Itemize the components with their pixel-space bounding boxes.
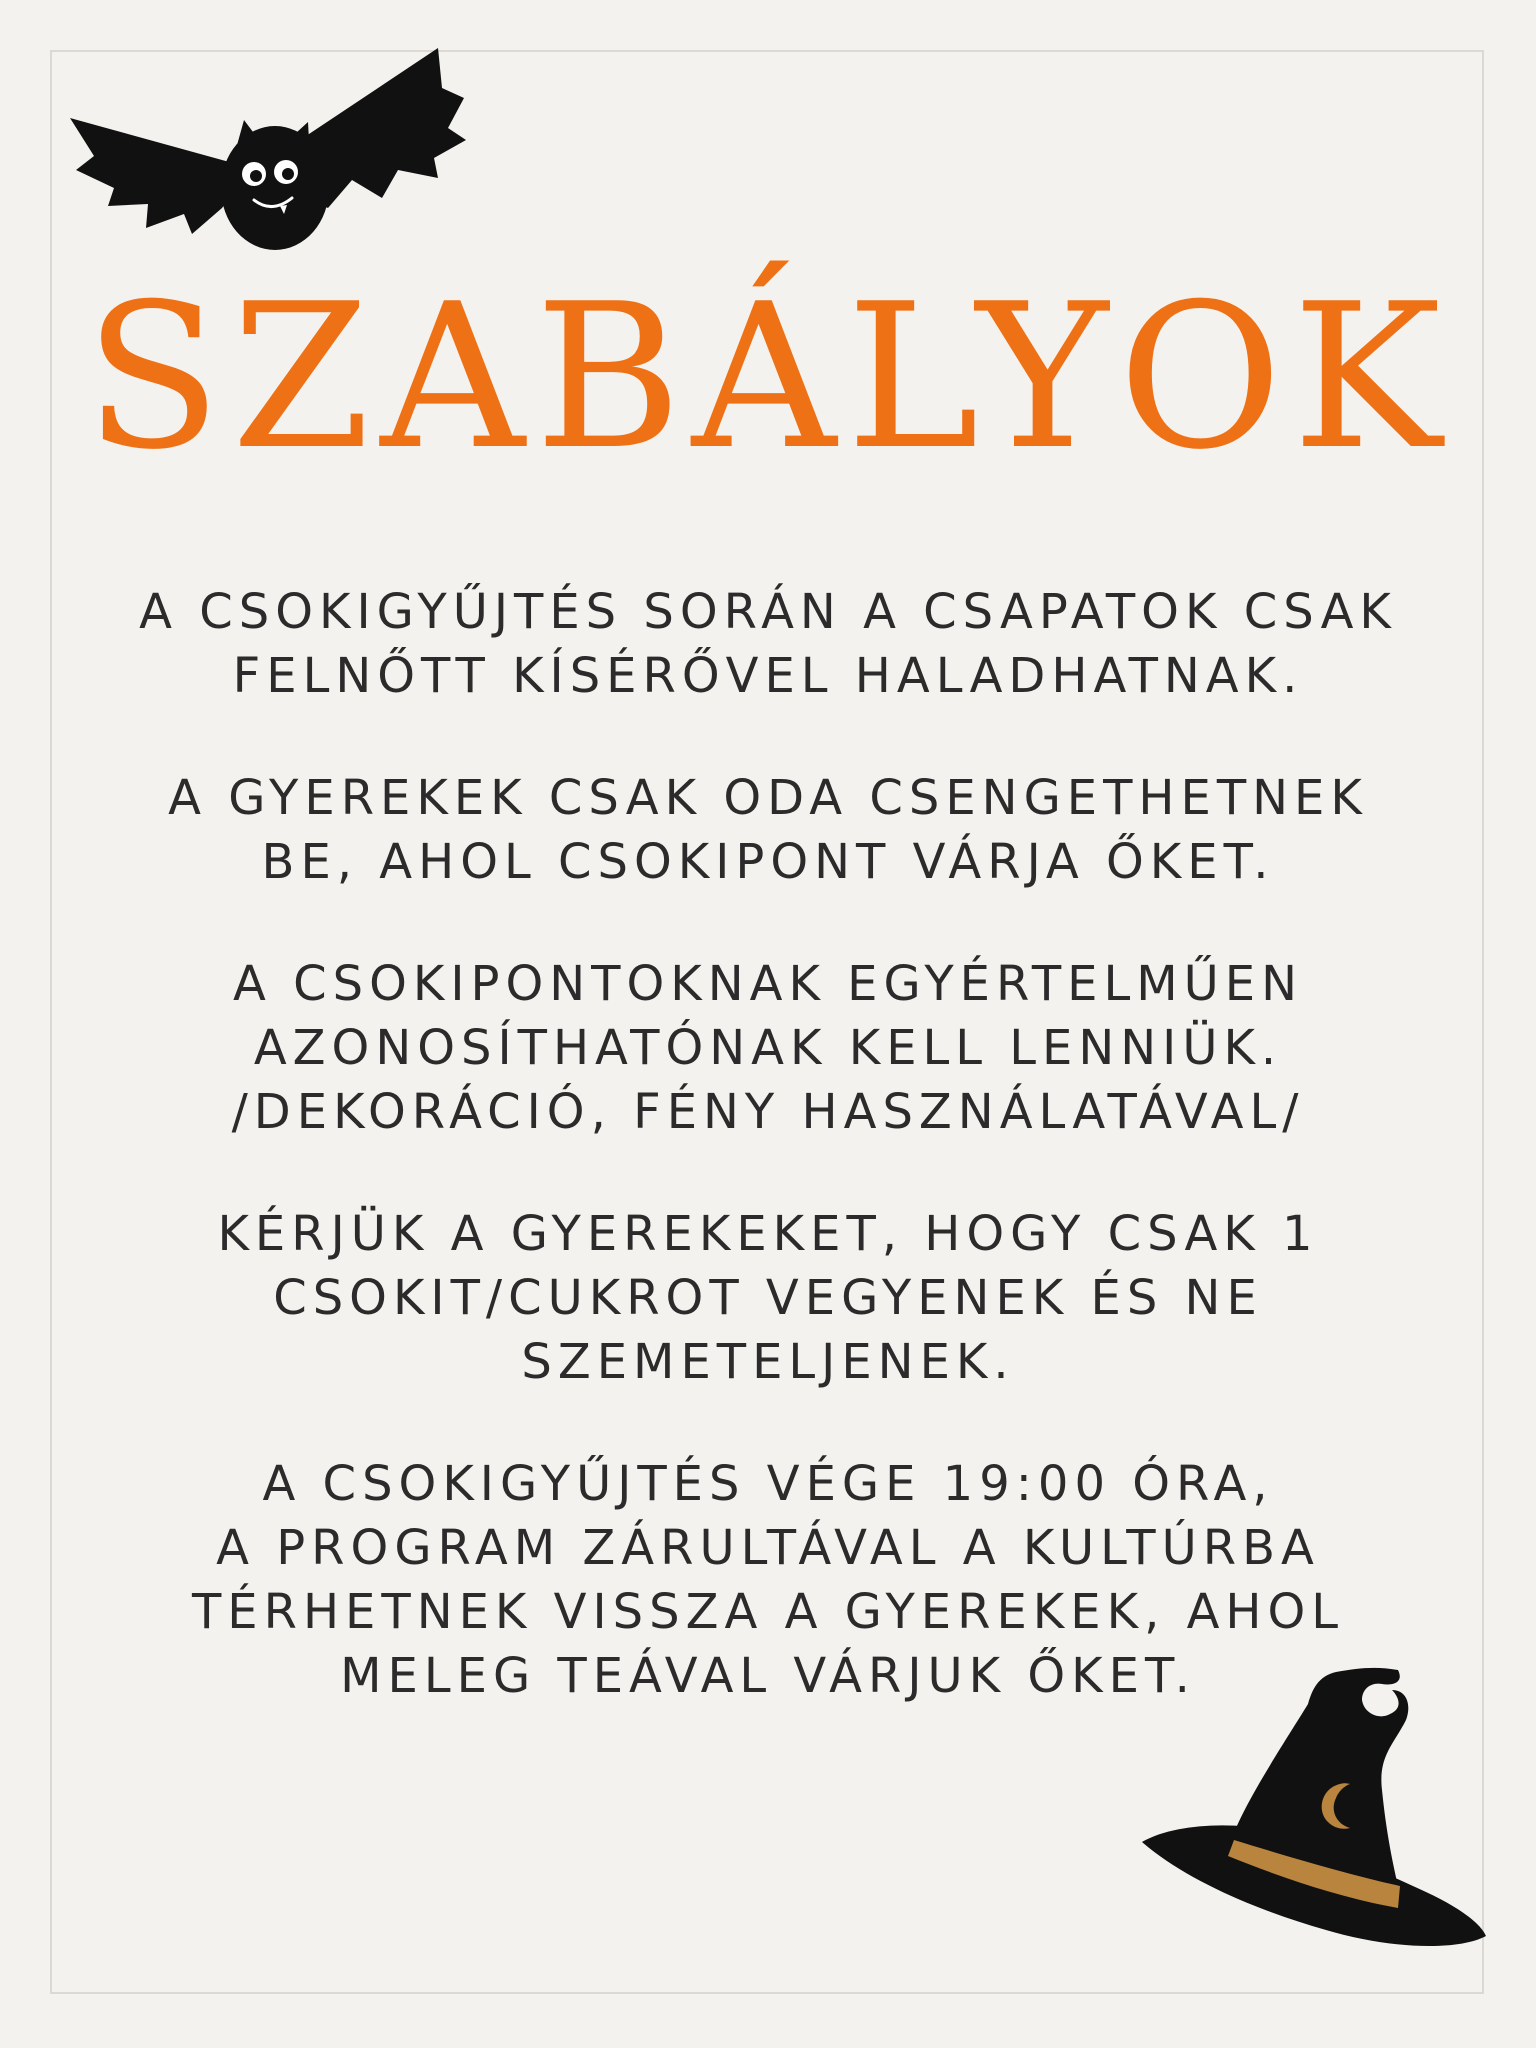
rule-item — [70, 766, 1466, 894]
rule-line: KÉRJÜK A GYEREKEKET, HOGY CSAK 1 — [217, 1206, 1319, 1262]
rule-line: A CSOKIGYŰJTÉS SORÁN A CSAPATOK CSAK — [139, 584, 1397, 640]
rule-line: AZONOSÍTHATÓNAK KELL LENNIÜK. — [253, 1020, 1283, 1076]
rule-item — [70, 952, 1466, 1144]
rule-line: /DEKORÁCIÓ, FÉNY HASZNÁLATÁVAL/ — [231, 1084, 1305, 1140]
page-title: SZABÁLYOK — [84, 261, 1452, 494]
rule-line: MELEG TEÁVAL VÁRJUK ŐKET. — [340, 1648, 1196, 1704]
rule-line: SZEMETELJENEK. — [521, 1334, 1015, 1390]
rule-line: CSOKIT/CUKROT VEGYENEK ÉS NE — [273, 1270, 1263, 1326]
rule-line: FELNŐTT KÍSÉRŐVEL HALADHATNAK. — [232, 648, 1304, 704]
rule-line: TÉRHETNEK VISSZA A GYEREKEK, AHOL — [191, 1584, 1345, 1640]
rule-line: A PROGRAM ZÁRULTÁVAL A KULTÚRBA — [216, 1520, 1320, 1576]
rule-line: A GYEREKEK CSAK ODA CSENGETHETNEK — [168, 770, 1368, 826]
rule-item — [70, 580, 1466, 708]
witch-hat-icon — [1136, 1660, 1488, 1960]
rule-line: A CSOKIGYŰJTÉS VÉGE 19:00 ÓRA, — [262, 1456, 1274, 1512]
rule-line: A CSOKIPONTOKNAK EGYÉRTELMŰEN — [233, 956, 1303, 1012]
bat-icon — [66, 48, 466, 268]
rules-list — [70, 580, 1466, 1766]
rule-item — [70, 1202, 1466, 1394]
rule-line: BE, AHOL CSOKIPONT VÁRJA ŐKET. — [261, 834, 1275, 890]
